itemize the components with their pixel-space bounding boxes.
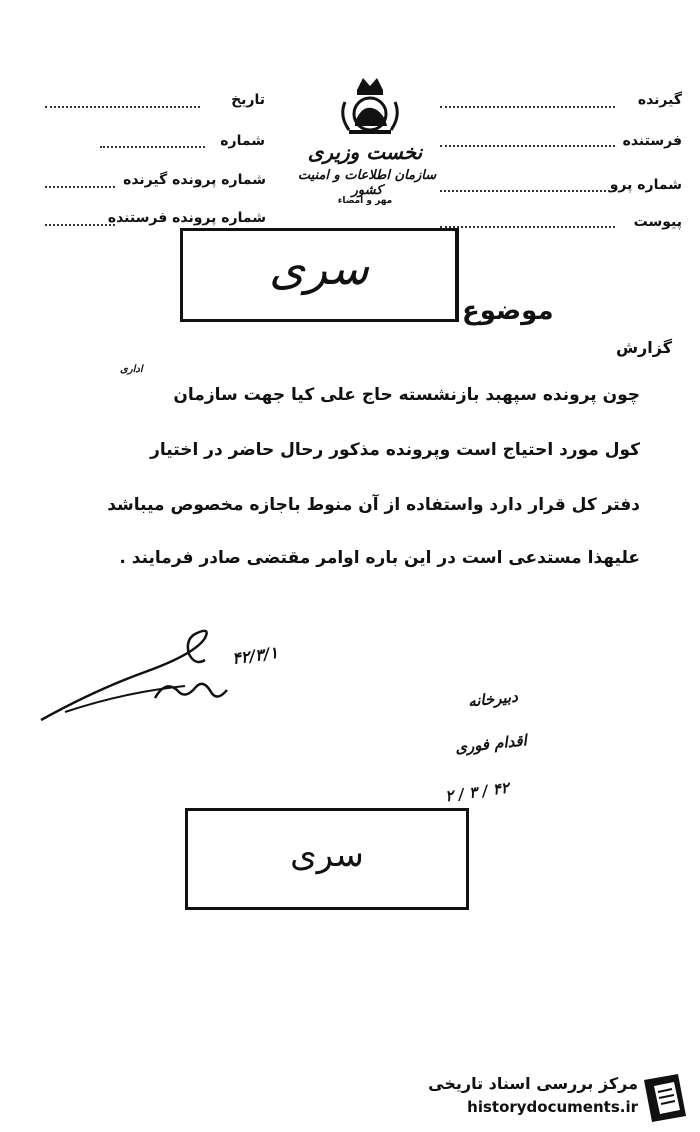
number-field [100, 146, 205, 148]
sender-label: فرستنده [622, 133, 682, 149]
sender-file-number-field [45, 224, 115, 226]
body-line-1: چون پرونده سپهبد بازنشسته حاج علی کیا جهت سازمان [173, 385, 640, 405]
subject-stamp-text: سری [269, 241, 369, 295]
watermark-url: historydocuments.ir [467, 1098, 638, 1116]
date-field [45, 106, 200, 108]
file-number-label: شماره پرو [609, 177, 682, 193]
handwritten-note-line-2: اقدام فوری [454, 731, 528, 757]
watermark-logo-icon [640, 1070, 690, 1124]
receiver-file-number-field [45, 186, 115, 188]
lion-and-sun-crown-icon [335, 72, 405, 142]
report-label: گزارش [615, 338, 672, 357]
date-label: تاریخ [231, 92, 265, 108]
body-line-2: کول مورد احتیاج است وپرونده مذکور رحال حاضر در اختیار [150, 440, 640, 460]
attachment-label: پیوست [633, 214, 682, 230]
sender-field [440, 145, 615, 147]
subject-label: موضوع [462, 296, 554, 326]
handwritten-note-line-1: دبیرخانه [467, 687, 519, 711]
handwritten-note-line-3: ۴۲ / ۳ / ۲ [444, 778, 511, 806]
receiver-file-number-label: شماره پرونده گیرنده [123, 172, 266, 188]
bottom-stamp-text: سری [290, 835, 364, 875]
watermark-title: مرکز بررسی اسناد تاریخی [428, 1074, 638, 1093]
body-line-3: دفتر کل قرار دارد واستفاده از آن منوط باجازه مخصوص میباشد [107, 495, 640, 515]
interlinear-note: اداری [120, 364, 143, 375]
recipient-label: گیرنده [637, 92, 682, 108]
emblem-ministry-title: نخست وزیری [307, 140, 423, 164]
bottom-stamp [185, 808, 469, 910]
emblem-organization-title: سازمان اطلاعات و امنیت کشور [297, 168, 437, 198]
attachment-field [440, 226, 615, 228]
number-label: شماره [220, 133, 265, 149]
body-line-4: علیهذا مستدعی است در این باره اوامر مقتضی صادر فرمایند . [119, 548, 640, 568]
emblem-seal-caption: مهر و امضاء [337, 196, 393, 206]
file-number-field [440, 190, 610, 192]
handwritten-signature [35, 620, 235, 730]
subject-stamp [180, 228, 459, 322]
sender-file-number-label: شماره پرونده فرستنده [107, 210, 266, 226]
recipient-field [440, 106, 615, 108]
signature-date: ۴۲/۳/۱ [230, 642, 280, 669]
